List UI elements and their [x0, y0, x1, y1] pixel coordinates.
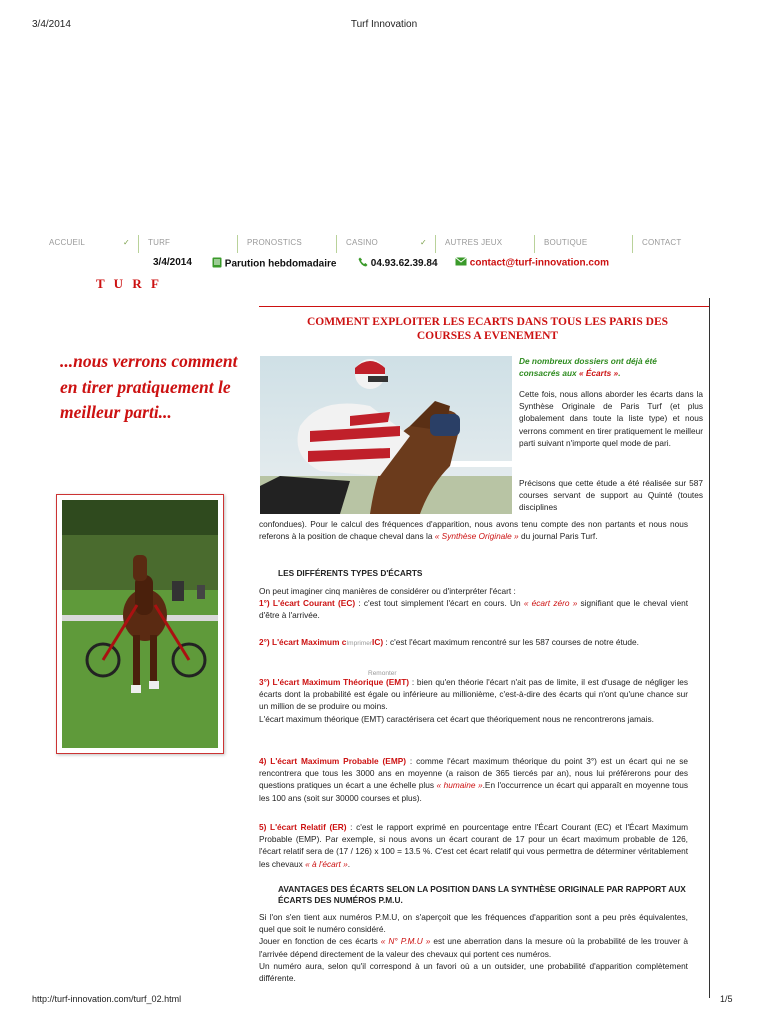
intro-green-line2: consacrés aux: [519, 368, 579, 379]
paragraph-1: Cette fois, nous allons aborder les écarts dans la Synthèse Originale de Paris Turf (et plus globalement dans toute la liste type) et nous verrons comment en tirer pratiquement le meilleur parti suivant n'importe quel mode de pari.: [519, 389, 703, 448]
print-link[interactable]: Imprimer: [346, 640, 373, 647]
avantages-p2a: Jouer en fonction de ces écarts: [259, 936, 381, 947]
chevron-down-icon[interactable]: ✓: [420, 238, 427, 247]
print-date: 3/4/2014: [32, 19, 71, 30]
type-3-label: 3°) L'écart Maximum Théorique (EMT): [259, 677, 410, 687]
nav-item-accueil[interactable]: ACCUEIL: [49, 238, 86, 247]
info-parution-label: Parution hebdomadaire: [224, 258, 337, 270]
nav-item-casino[interactable]: CASINO: [346, 238, 378, 247]
type-5-text: : c'est le rapport exprimé en pourcentage entre l'Écart Courant (EC) et l'Écart Maximum Probable (EMP). Par exemple, si nous avons un écart courant de 17 pour un écart maximum probable de 126, l'écart relatif sera de (17 / 126) x 100 = 13.5 %. C'est cet écart relatif qui vous permettra de déterminer véritablement les chevaux: [259, 822, 688, 869]
type-4-end: .En l'occurrence un écart qui apparaît en moyenne tous les 100 ans (soit sur 30000 courses et plus).: [259, 780, 688, 803]
nav-item-contact[interactable]: CONTACT: [642, 238, 682, 247]
trotter-photo: [56, 494, 224, 754]
article-top-rule: [259, 306, 709, 307]
article-right-rule: [709, 298, 710, 998]
nav-separator: [534, 235, 535, 253]
paragraph-2b: [259, 518, 688, 542]
type-4-red: « humaine »: [436, 780, 483, 791]
paragraph-2: Précisons que cette étude a été réalisée sur 587 courses servant de support au Quinté (toutes disciplines: [519, 478, 703, 513]
info-email-link[interactable]: contact@turf-innovation.com: [469, 257, 609, 269]
info-date: 3/4/2014: [153, 257, 192, 268]
nav-item-boutique[interactable]: BOUTIQUE: [544, 238, 588, 247]
main-nav: [42, 238, 702, 254]
type-4-label: 4) L'écart Maximum Probable (EMP): [259, 756, 407, 766]
intro-green-line1: De nombreux dossiers ont déjà été: [519, 356, 657, 366]
type-4-text: : comme l'écart maximum théorique du point 3°) est un écart qui ne se rencontrera que tous les 3000 ans en moyenne (a raison de 365 tiercés par an), nous lui préférerons pour des questions pratiques un écart a une échelle plus: [259, 756, 688, 791]
type-1-text: : c'est tout simplement l'écart en cours. Un: [355, 598, 524, 608]
synthese-link: « Synthèse Originale »: [434, 531, 519, 542]
type-2-label-b: IC): [372, 637, 384, 647]
info-phone: [358, 257, 438, 270]
avantages-p3: Un numéro aura, selon qu'il correspond à un favori où a un outsider, une probabilité d'apparition complètement différente.: [259, 960, 688, 984]
heading-types-ecarts: LES DIFFÉRENTS TYPES D'ÉCARTS: [278, 568, 423, 578]
footer-url: http://turf-innovation.com/turf_02.html: [32, 994, 182, 1004]
info-email[interactable]: [455, 257, 609, 269]
print-title: Turf Innovation: [350, 19, 418, 30]
nav-item-pronostics[interactable]: PRONOSTICS: [247, 238, 302, 247]
avantages-p2b: est une aberration dans la mesure où la probabilité de les trouver à l'arrivée dépend directement de la valeur des chevaux qui portent ces numéros.: [259, 936, 688, 959]
intro-green-dot: .: [618, 368, 621, 379]
type-2: [259, 636, 688, 650]
paragraph-2b-text: confondues). Pour le calcul des fréquences d'apparition, nous avons tenu compte des non partants et nous nous referons à la position de chaque cheval dans la: [259, 519, 688, 542]
paragraph-2b-end: du journal Paris Turf.: [518, 531, 598, 542]
avantages-text: [259, 911, 688, 984]
article-title: COMMENT EXPLOITER LES ECARTS DANS TOUS LES PARIS DES COURSES A EVENEMENT: [306, 316, 669, 342]
nav-item-autres-jeux[interactable]: AUTRES JEUX: [445, 238, 503, 247]
info-phone-number: 04.93.62.39.84: [370, 258, 438, 270]
type-4: [259, 755, 688, 804]
type-2-text: : c'est l'écart maximum rencontré sur les 587 courses de notre étude.: [383, 637, 639, 647]
mail-icon: [455, 257, 467, 269]
phone-icon: [358, 257, 368, 270]
avantages-p2-red: « N° P.M.U »: [380, 936, 431, 947]
type-3-text: : bien qu'en théorie l'écart n'ait pas de limite, il est d'usage de négliger les écarts dont la probabilité est égale ou inférieure au millionième, c'est-à-dire des écarts qui n'ont qu'une chance sur un million de se produire ou moins.: [259, 677, 689, 712]
heading-avantages: AVANTAGES DES ÉCARTS SELON LA POSITION DANS LA SYNTHÈSE ORIGINALE PAR RAPPORT AUX ÉCARTS DES NUMÉROS P.M.U.: [278, 884, 686, 905]
type-1: [259, 597, 688, 621]
type-3: [259, 676, 688, 725]
chevron-down-icon[interactable]: ✓: [123, 238, 130, 247]
footer-page: 1/5: [720, 994, 733, 1004]
nav-separator: [435, 235, 436, 253]
jockey-photo: [260, 356, 512, 514]
type-3-text2: L'écart maximum théorique (EMT) caractérisera cet écart que théoriquement nous ne rencontrerons jamais.: [259, 713, 654, 724]
types-intro: On peut imaginer cinq manières de considérer ou d'interpréter l'écart :: [259, 586, 516, 596]
newspaper-icon: [212, 257, 222, 271]
intro-green-ecarts: « Écarts »: [578, 368, 619, 379]
nav-item-turf[interactable]: TURF: [148, 238, 171, 247]
type-5-end: .: [347, 858, 351, 869]
nav-separator: [336, 235, 337, 253]
nav-separator: [138, 235, 139, 253]
pull-quote: ...nous verrons comment en tirer pratiquement le meilleur parti...: [60, 351, 238, 422]
type-1-red: « écart zéro »: [523, 598, 578, 608]
type-5-label: 5) L'écart Relatif (ER): [259, 822, 347, 832]
type-1-end: signifiant que le cheval vient d'être à l'arrivée.: [259, 598, 688, 621]
type-5-red: « à l'écart »: [305, 858, 348, 869]
nav-separator: [237, 235, 238, 253]
back-to-top-link[interactable]: Remonter: [368, 670, 397, 677]
type-2-label-a: 2°) L'écart Maximum c: [259, 637, 347, 647]
avantages-p1: Si l'on s'en tient aux numéros P.M.U, on s'aperçoit que les fréquences d'apparition sont a peu près équivalentes, quel que soit le numéro considéré.: [259, 912, 688, 935]
type-5: [259, 821, 688, 870]
info-parution: [212, 257, 336, 271]
section-title: T U R F: [96, 276, 162, 291]
type-1-label: 1°) L'écart Courant (EC): [259, 598, 356, 608]
nav-separator: [632, 235, 633, 253]
intro-green: [519, 355, 703, 379]
